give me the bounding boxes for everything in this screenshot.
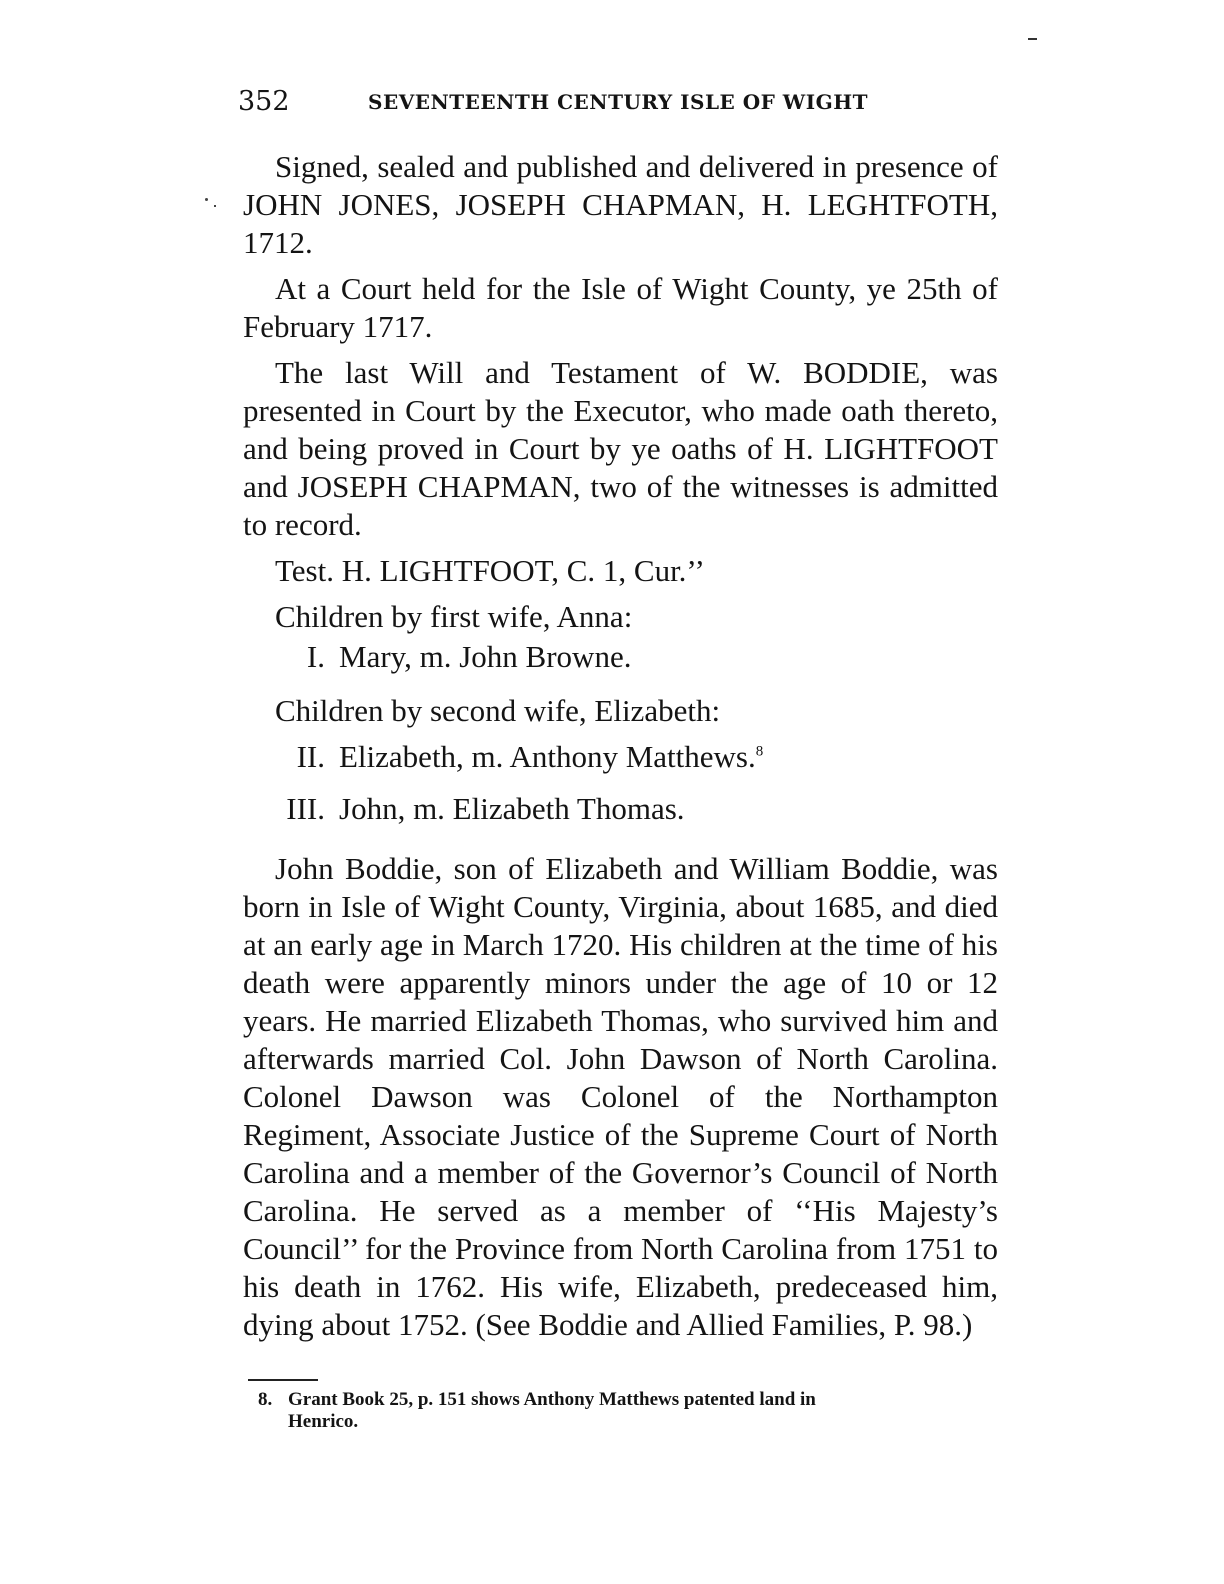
paragraph-john-boddie: John Boddie, son of Elizabeth and William Boddie, was born in Isle of Wight County, Virginia, about 1685, and died at an early age in March 1720. His children at the time of his death were apparently minors under the age of 10 or 12 years. He married Elizabeth Thomas, who survived him and afterwards married Col. John Dawson of North Carolina. Colonel Dawson was Colonel of the Northampton Regiment, Associate Justice of the Supreme Court of North Carolina and a member of the Governor’s Council of North Carolina. He served as a member of ‘‘His Majesty’s Council’’ for the Province from North Carolina from 1751 to his death in 1762. His wife, Elizabeth, predeceased him, dying about 1752. (See Boddie and Allied Families, P. 98.) <box>243 851 998 1342</box>
paragraph-test: Test. H. LIGHTFOOT, C. 1, Cur.’’ <box>275 553 705 588</box>
footnote-text-continued: Henrico. <box>288 1411 359 1432</box>
scan-mark-left <box>214 205 216 207</box>
list-text: Mary, m. John Browne. <box>339 639 632 674</box>
page-number: 352 <box>238 86 290 117</box>
running-head: SEVENTEENTH CENTURY ISLE OF WIGHT <box>368 90 868 114</box>
heading-second-wife-children: Children by second wife, Elizabeth: <box>275 693 721 728</box>
paragraph-will: The last Will and Testament of W. BODDIE, was presented in Court by the Executor, who made oath thereto, and being proved in Court by ye oaths of H. LIGHTFOOT and JOSEPH CHAPMAN, two of the witnesses is admitted to record. <box>243 355 998 542</box>
footnote <box>258 1389 1004 1433</box>
list-text: Elizabeth, m. Anthony Matthews. <box>339 739 756 774</box>
paragraph-signed: Signed, sealed and published and delivered in presence of JOHN JONES, JOSEPH CHAPMAN, H. LEGHTFOTH, 1712. <box>243 149 998 260</box>
footnote-line <box>258 1389 1004 1411</box>
list-numeral: II. <box>296 739 325 774</box>
scan-mark-left <box>205 198 208 201</box>
page-body <box>243 148 998 1352</box>
scan-mark-top-right <box>1028 38 1037 40</box>
heading-first-wife-children: Children by first wife, Anna: <box>275 599 633 634</box>
footnote-text: Grant Book 25, p. 151 shows Anthony Matthews patented land in <box>288 1389 816 1410</box>
footnote-number: 8. <box>258 1389 273 1410</box>
list-item <box>243 738 998 776</box>
list-text: John, m. Elizabeth Thomas. <box>339 791 685 826</box>
footnote-rule <box>248 1379 318 1381</box>
footnote-ref: 8 <box>755 743 764 760</box>
list-item <box>243 638 998 676</box>
page-header <box>238 86 998 118</box>
paragraph-court: At a Court held for the Isle of Wight County, ye 25th of February 1717. <box>243 271 998 344</box>
list-numeral: I. <box>306 639 325 674</box>
list-item <box>243 790 998 828</box>
list-numeral: III. <box>286 791 325 826</box>
